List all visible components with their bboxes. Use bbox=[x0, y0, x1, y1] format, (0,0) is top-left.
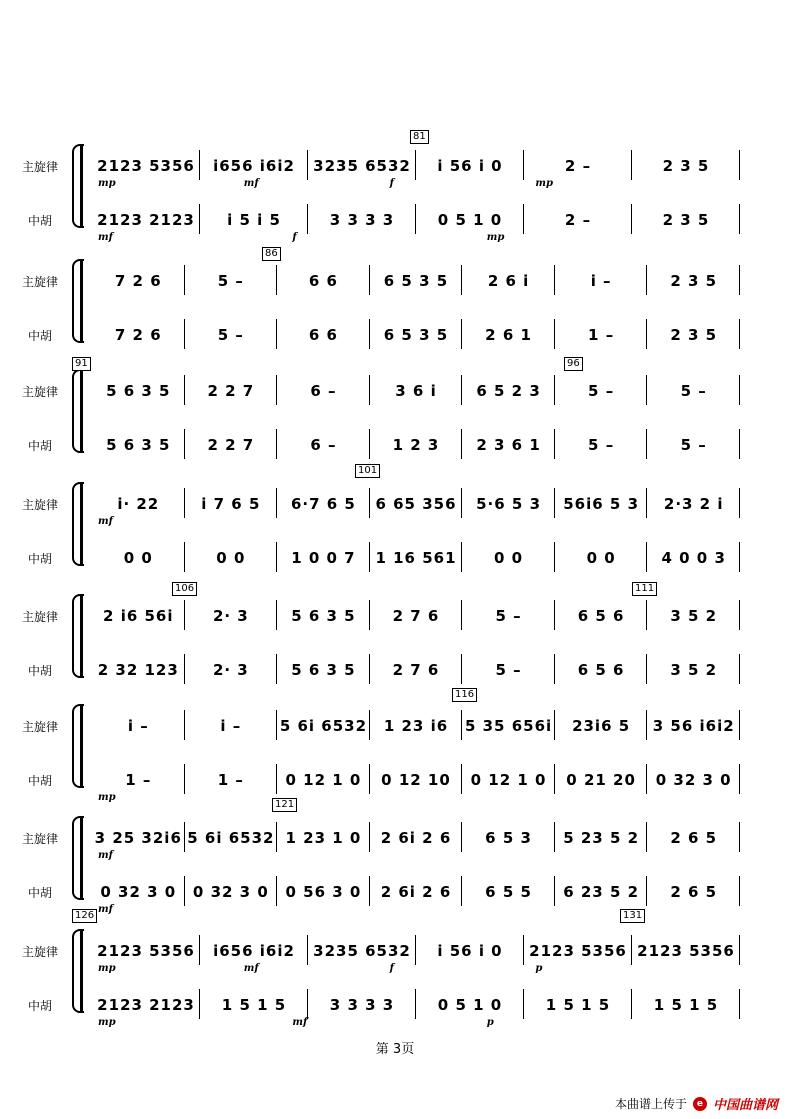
part-label-melody: 主旋律 bbox=[21, 610, 58, 624]
measure: 2·3 2 i bbox=[663, 495, 724, 513]
measure: 3 5 2 bbox=[670, 607, 718, 625]
dynamic-mark: f bbox=[389, 963, 394, 974]
dynamic-mark: f bbox=[389, 178, 394, 189]
measure: 6 5 6 bbox=[577, 607, 625, 625]
system bbox=[0, 583, 790, 690]
barline bbox=[739, 710, 740, 740]
measure: 4 0 0 3 bbox=[661, 549, 726, 567]
system bbox=[0, 358, 790, 465]
measure: 5 – bbox=[680, 436, 707, 454]
measure: 5 – bbox=[680, 382, 707, 400]
part-label-zhonghu: 中胡 bbox=[27, 552, 52, 566]
measure: i 56 i 0 bbox=[437, 157, 503, 175]
row-melody bbox=[92, 604, 742, 628]
barline bbox=[739, 654, 740, 684]
page-number: 第 3页 bbox=[375, 1042, 415, 1057]
measure: 0 12 10 bbox=[381, 771, 451, 789]
footer-text: 本曲谱上传于 bbox=[614, 1097, 687, 1111]
measure: 56i6 5 3 bbox=[563, 495, 640, 513]
measure: 5 6 3 5 bbox=[291, 661, 356, 679]
measure: 2 3 5 bbox=[662, 211, 710, 229]
measure: 2123 2123 bbox=[97, 996, 195, 1014]
measure: 5 – bbox=[495, 607, 522, 625]
system-line bbox=[80, 482, 83, 566]
measure: 5 23 5 2 bbox=[563, 829, 640, 847]
measure: 6 65 356 bbox=[375, 495, 457, 513]
measure-number-box: 81 bbox=[410, 130, 429, 144]
measure: 5 6i 6532 bbox=[279, 717, 368, 735]
part-label-zhonghu: 中胡 bbox=[27, 774, 52, 788]
dynamic-mark: mf bbox=[98, 516, 113, 527]
row-zhonghu bbox=[92, 208, 742, 232]
measure: 2 i6 56i bbox=[103, 607, 174, 625]
measure: 0 21 20 bbox=[566, 771, 636, 789]
measure: 2 6i 2 6 bbox=[380, 829, 452, 847]
measure-number-box: 86 bbox=[262, 247, 281, 261]
measure: i – bbox=[590, 272, 612, 290]
barline bbox=[739, 764, 740, 794]
barline bbox=[739, 265, 740, 295]
row-melody bbox=[92, 826, 742, 850]
system-line bbox=[80, 816, 83, 900]
dynamic-mark: p bbox=[486, 1017, 494, 1028]
measure: 6 5 3 5 bbox=[383, 272, 449, 290]
measure: 5 6 3 5 bbox=[106, 436, 171, 454]
measure: 0 32 3 0 bbox=[100, 883, 177, 901]
measure: 0 0 bbox=[494, 549, 524, 567]
measure: 3235 6532 bbox=[313, 942, 411, 960]
system-line bbox=[80, 369, 83, 453]
measure: 6·7 6 5 bbox=[290, 495, 356, 513]
measure: 1 0 0 7 bbox=[291, 549, 356, 567]
measure: 6 6 bbox=[308, 272, 338, 290]
measure: i 56 i 0 bbox=[437, 942, 503, 960]
measure: 1 23 1 0 bbox=[285, 829, 362, 847]
measure: 2 7 6 bbox=[392, 661, 440, 679]
row-zhonghu bbox=[92, 993, 742, 1017]
dynamic-mark: mf bbox=[243, 963, 259, 974]
measure: 6 6 bbox=[308, 326, 338, 344]
measure-number-box: 111 bbox=[632, 582, 657, 596]
measure: 2 – bbox=[564, 211, 592, 229]
measure: 0 56 3 0 bbox=[285, 883, 362, 901]
measure: 0 32 3 0 bbox=[192, 883, 269, 901]
measure: 0 0 bbox=[586, 549, 616, 567]
barline bbox=[739, 319, 740, 349]
measure: 1 – bbox=[217, 771, 244, 789]
system bbox=[0, 689, 790, 803]
part-label-zhonghu: 中胡 bbox=[27, 214, 52, 228]
measure: 5 6 3 5 bbox=[106, 382, 171, 400]
measure: 2· 3 bbox=[212, 661, 249, 679]
barline bbox=[739, 204, 740, 234]
measure: i – bbox=[220, 717, 242, 735]
part-label-zhonghu: 中胡 bbox=[27, 439, 52, 453]
dynamic-mark: mp bbox=[535, 178, 553, 189]
barline bbox=[739, 989, 740, 1019]
measure-number-box: 106 bbox=[172, 582, 197, 596]
dynamic-mark: mp bbox=[98, 1017, 116, 1028]
measure: 1 16 561 bbox=[375, 549, 457, 567]
dynamic-mark: mf bbox=[243, 178, 259, 189]
measure: 5·6 5 3 bbox=[476, 495, 541, 513]
row-melody bbox=[92, 269, 742, 293]
barline bbox=[739, 375, 740, 405]
system-line bbox=[80, 594, 83, 678]
dynamic-mark: mp bbox=[98, 963, 116, 974]
row-zhonghu bbox=[92, 880, 742, 904]
row-zhonghu bbox=[92, 768, 742, 792]
system bbox=[0, 465, 790, 578]
row-zhonghu bbox=[92, 546, 742, 570]
measure: 6 – bbox=[310, 382, 337, 400]
measure: 2 7 6 bbox=[392, 607, 440, 625]
row-melody bbox=[92, 379, 742, 403]
part-label-zhonghu: 中胡 bbox=[27, 664, 52, 678]
measure-number-box: 101 bbox=[355, 464, 380, 478]
system bbox=[0, 248, 790, 355]
barline bbox=[739, 876, 740, 906]
measure: 5 35 656i bbox=[464, 717, 553, 735]
part-label-melody: 主旋律 bbox=[21, 385, 58, 399]
row-melody bbox=[92, 714, 742, 738]
dynamic-mark: mp bbox=[98, 792, 116, 803]
measure: 1 – bbox=[125, 771, 152, 789]
barline bbox=[739, 429, 740, 459]
barline bbox=[739, 600, 740, 630]
measure: 0 12 1 0 bbox=[285, 771, 362, 789]
measure: 2 3 5 bbox=[662, 157, 710, 175]
measure: 1 5 1 5 bbox=[545, 996, 611, 1014]
dynamic-mark: f bbox=[292, 232, 297, 243]
part-label-melody: 主旋律 bbox=[21, 945, 58, 959]
measure: 1 2 3 bbox=[392, 436, 440, 454]
measure: 6 23 5 2 bbox=[563, 883, 640, 901]
row-zhonghu bbox=[92, 323, 742, 347]
measure: 3 3 3 3 bbox=[329, 211, 395, 229]
system bbox=[0, 910, 790, 1028]
measure: 5 – bbox=[588, 382, 615, 400]
measure-number-box: 121 bbox=[272, 798, 297, 812]
measure: 6 5 3 5 bbox=[383, 326, 449, 344]
measure: 2 6 1 bbox=[485, 326, 532, 344]
measure: 3 5 2 bbox=[670, 661, 718, 679]
measure: 2 2 7 bbox=[207, 436, 255, 454]
dynamic-mark: mp bbox=[486, 232, 505, 243]
barline bbox=[739, 935, 740, 965]
measure: 0 32 3 0 bbox=[655, 771, 732, 789]
measure: 0 5 1 0 bbox=[437, 996, 503, 1014]
measure: 0 12 1 0 bbox=[470, 771, 547, 789]
part-label-melody: 主旋律 bbox=[21, 498, 58, 512]
measure: 6 5 2 3 bbox=[476, 382, 541, 400]
dynamic-mark: mf bbox=[98, 232, 113, 243]
measure: 2123 2123 bbox=[97, 211, 195, 229]
system-line bbox=[80, 704, 83, 788]
part-label-melody: 主旋律 bbox=[21, 275, 58, 289]
measure: 5 – bbox=[588, 436, 615, 454]
measure: 2 6 5 bbox=[670, 829, 718, 847]
dynamic-mark: mf bbox=[292, 1017, 308, 1028]
system-line bbox=[80, 259, 83, 343]
measure: 3235 6532 bbox=[313, 157, 411, 175]
measure: 5 6i 6532 bbox=[187, 829, 275, 847]
barline bbox=[739, 150, 740, 180]
part-label-zhonghu: 中胡 bbox=[27, 999, 52, 1013]
measure: i – bbox=[127, 717, 149, 735]
measure: 5 – bbox=[217, 326, 244, 344]
measure-number-box: 116 bbox=[452, 688, 477, 702]
measure: 2· 3 bbox=[212, 607, 249, 625]
measure: 2123 5356 bbox=[97, 157, 195, 175]
measure: 7 2 6 bbox=[114, 272, 162, 290]
row-melody bbox=[92, 939, 742, 963]
measure: 2123 5356 bbox=[529, 942, 627, 960]
measure: 2 3 6 1 bbox=[476, 436, 541, 454]
system-line bbox=[80, 144, 83, 228]
measure: i 5 i 5 bbox=[227, 211, 281, 229]
part-label-melody: 主旋律 bbox=[21, 160, 58, 174]
measure: 5 6 3 5 bbox=[291, 607, 356, 625]
measure: i656 i6i2 bbox=[213, 157, 295, 175]
measure: 2 3 5 bbox=[670, 326, 718, 344]
dynamic-mark: mp bbox=[98, 178, 116, 189]
measure-number-box: 91 bbox=[72, 357, 91, 371]
part-label-melody: 主旋律 bbox=[21, 720, 58, 734]
site-logo-icon: e bbox=[693, 1097, 707, 1111]
part-label-zhonghu: 中胡 bbox=[27, 886, 52, 900]
measure: 7 2 6 bbox=[114, 326, 162, 344]
measure: 1 5 1 5 bbox=[221, 996, 287, 1014]
measure: 1 – bbox=[588, 326, 615, 344]
measure: 1 5 1 5 bbox=[653, 996, 719, 1014]
measure: 6 5 6 bbox=[577, 661, 625, 679]
barline bbox=[739, 822, 740, 852]
part-label-zhonghu: 中胡 bbox=[27, 329, 52, 343]
measure: 2 2 7 bbox=[207, 382, 255, 400]
system-line bbox=[80, 929, 83, 1013]
measure-number-box: 96 bbox=[564, 357, 583, 371]
row-melody bbox=[92, 154, 742, 178]
measure: 2 3 5 bbox=[670, 272, 718, 290]
measure: 3 25 32i6 bbox=[94, 829, 182, 847]
dynamic-mark: p bbox=[535, 963, 543, 974]
measure: 3 56 i6i2 bbox=[652, 717, 735, 735]
measure-number-box: 126 bbox=[72, 909, 97, 923]
measure: 0 0 bbox=[123, 549, 153, 567]
dynamic-mark: mf bbox=[98, 850, 113, 861]
measure: 5 – bbox=[217, 272, 244, 290]
measure: i656 i6i2 bbox=[213, 942, 295, 960]
measure: 2 – bbox=[564, 157, 592, 175]
barline bbox=[739, 488, 740, 518]
measure: 0 5 1 0 bbox=[437, 211, 503, 229]
measure: 2 6i 2 6 bbox=[380, 883, 452, 901]
row-melody bbox=[92, 492, 742, 516]
measure: 2 32 123 bbox=[97, 661, 179, 679]
measure: 6 5 5 bbox=[485, 883, 532, 901]
measure: 3 6 i bbox=[395, 382, 437, 400]
row-zhonghu bbox=[92, 433, 742, 457]
measure: 0 0 bbox=[216, 549, 246, 567]
footer bbox=[615, 1094, 778, 1113]
part-label-melody: 主旋律 bbox=[21, 832, 58, 846]
barline bbox=[739, 542, 740, 572]
measure: 2123 5356 bbox=[637, 942, 735, 960]
measure: 2123 5356 bbox=[97, 942, 195, 960]
measure: 2 6 i bbox=[487, 272, 530, 290]
system bbox=[0, 799, 790, 915]
dynamic-mark: mf bbox=[98, 904, 113, 915]
site-name: 中国曲谱网 bbox=[712, 1098, 778, 1113]
measure: 6 5 3 bbox=[485, 829, 532, 847]
measure: 6 – bbox=[310, 436, 337, 454]
measure: 23i6 5 bbox=[572, 717, 631, 735]
measure: 2 6 5 bbox=[670, 883, 718, 901]
measure-number-box: 131 bbox=[620, 909, 645, 923]
measure: i· 22 bbox=[117, 495, 160, 513]
measure: 1 23 i6 bbox=[383, 717, 449, 735]
row-zhonghu bbox=[92, 658, 742, 682]
measure: 3 3 3 3 bbox=[329, 996, 395, 1014]
measure: i 7 6 5 bbox=[201, 495, 261, 513]
measure: 5 – bbox=[495, 661, 522, 679]
system bbox=[0, 131, 790, 243]
